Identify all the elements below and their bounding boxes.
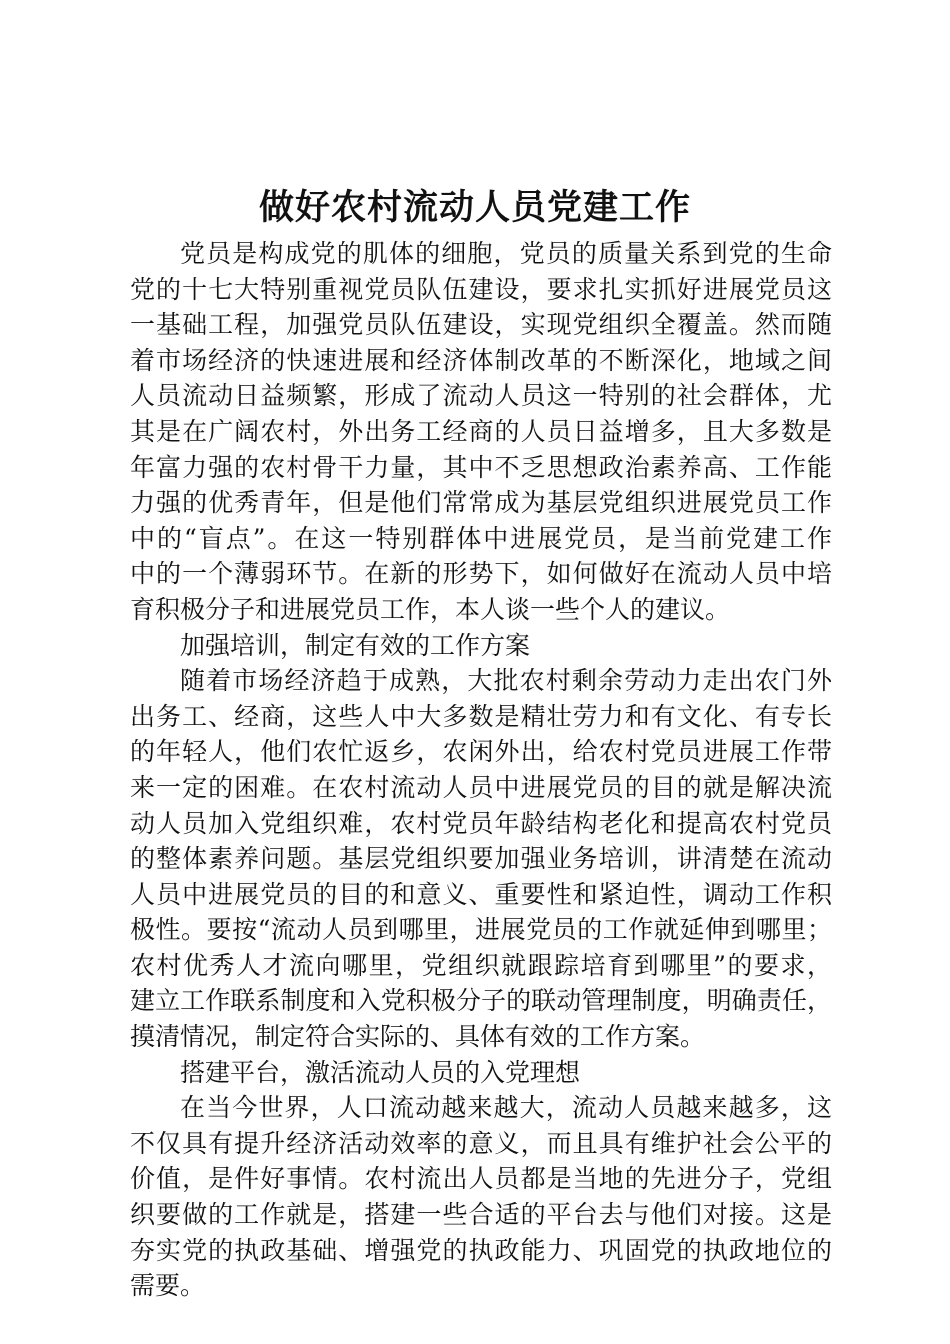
section-heading-text: 搭建平台，激活流动人员的入党理想: [180, 1057, 581, 1087]
text-line: 党员是构成党的肌体的细胞，党员的质量关系到党的生命: [180, 239, 832, 268]
text-line: 的整体素养问题。基层党组织要加强业务培训，讲清楚在流动: [130, 844, 832, 874]
paragraph-training: [130, 663, 832, 1055]
text-line: 极性。要按“流动人员到哪里，进展党员的工作就延伸到哪里；: [130, 915, 832, 945]
text-line: 摸清情况，制定符合实际的、具体有效的工作方案。: [130, 1022, 706, 1052]
paragraph-intro: [130, 236, 832, 628]
text-line: 育积极分子和进展党员工作，本人谈一些个人的建议。: [130, 594, 731, 624]
text-line: 一基础工程，加强党员队伍建设，实现党组织全覆盖。然而随: [130, 310, 832, 340]
text-line: 建立工作联系制度和入党积极分子的联动管理制度，明确责任，: [130, 986, 832, 1016]
text-line: 中的一个薄弱环节。在新的形势下，如何做好在流动人员中培: [130, 559, 832, 589]
text-line: 其是在广阔农村，外出务工经商的人员日益增多，且大多数是: [130, 416, 832, 446]
paragraph-platform: [130, 1090, 832, 1304]
text-line: 在当今世界，人口流动越来越大，流动人员越来越多，这: [180, 1093, 832, 1123]
section-heading-training: [130, 628, 832, 664]
section-heading-platform: [130, 1055, 832, 1091]
text-line: 人员中进展党员的目的和意义、重要性和紧迫性，调动工作积: [130, 879, 832, 909]
text-line: 需要。: [130, 1271, 206, 1301]
text-line: 出务工、经商，这些人中大多数是精壮劳力和有文化、有专长: [130, 701, 832, 731]
text-line: 力强的优秀青年，但是他们常常成为基层党组织进展党员工作: [130, 488, 832, 518]
text-line: 年富力强的农村骨干力量，其中不乏思想政治素养高、工作能: [130, 452, 832, 482]
text-line: 夯实党的执政基础、增强党的执政能力、巩固党的执政地位的: [130, 1235, 832, 1265]
document-title: 做好农村流动人员党建工作: [258, 187, 691, 228]
text-line: 农村优秀人才流向哪里，党组织就跟踪培育到哪里”的要求，: [130, 950, 832, 980]
text-line: 价值，是件好事情。农村流出人员都是当地的先进分子，党组: [130, 1164, 832, 1194]
text-line: 不仅具有提升经济活动效率的意义，而且具有维护社会公平的: [130, 1128, 832, 1158]
text-line: 着市场经济的快速进展和经济体制改革的不断深化，地域之间: [130, 345, 832, 375]
text-line: 来一定的困难。在农村流动人员中进展党员的目的就是解决流: [130, 772, 832, 802]
text-line: 动人员加入党组织难，农村党员年龄结构老化和提高农村党员: [130, 808, 832, 838]
text-line: 随着市场经济趋于成熟，大批农村剩余劳动力走出农门外: [180, 666, 832, 696]
text-line: 党的十七大特别重视党员队伍建设，要求扎实抓好进展党员这: [130, 274, 832, 304]
text-line: 中的“盲点”。在这一特别群体中进展党员，是当前党建工作: [130, 523, 832, 553]
section-heading-text: 加强培训，制定有效的工作方案: [180, 630, 531, 660]
text-line: 织要做的工作就是，搭建一些合适的平台去与他们对接。这是: [130, 1200, 832, 1230]
text-line: 人员流动日益频繁，形成了流动人员这一特别的社会群体，尤: [130, 381, 832, 411]
text-line: 的年轻人，他们农忙返乡，农闲外出，给农村党员进展工作带: [130, 737, 832, 767]
document-body: [130, 236, 832, 1304]
